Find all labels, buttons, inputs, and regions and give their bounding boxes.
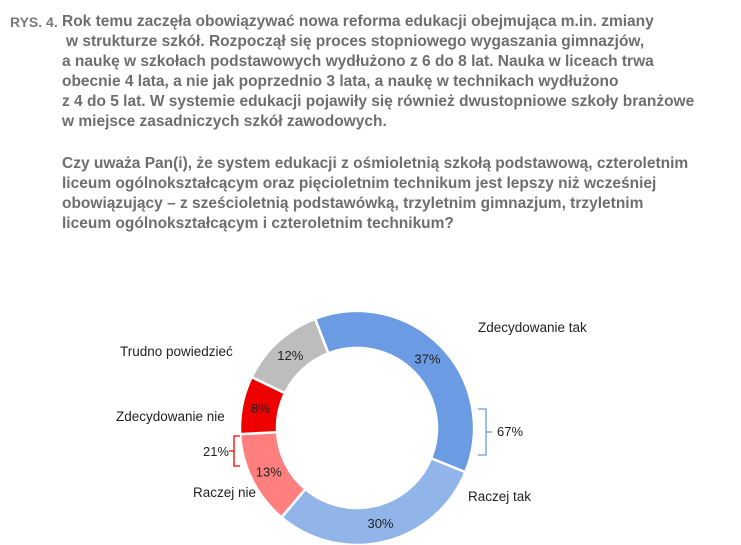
value-label-trudno-powiedziec: 12%	[277, 347, 304, 363]
slice-raczej-tak	[281, 458, 465, 545]
group-label-1: 67%	[497, 424, 524, 439]
question-line: Czy uważa Pan(i), że system edukacji z ośmioletnią szkołą podstawową, czteroletnim	[62, 155, 689, 172]
intro-line: w strukturze szkół. Rozpoczął się proces stopniowego wygaszania gimnazjów,	[66, 33, 645, 50]
question-line: obowiązujący – z sześcioletnią podstawówką, trzyletnim gimnazjum, trzyletnim	[62, 195, 644, 212]
value-label-raczej-nie: 13%	[255, 464, 282, 480]
category-label-raczej-tak: Raczej tak	[468, 489, 532, 504]
intro-line: w miejsce zasadniczych szkół zawodowych.	[62, 113, 387, 130]
group-bracket-1	[478, 409, 492, 455]
question-line: liceum ogólnokształcącym oraz pięcioletnim technikum jest lepszy niż wcześniej	[62, 175, 657, 192]
intro-line: Rok temu zaczęła obowiązywać nowa reforma edukacji obejmująca m.in. zmiany	[62, 13, 654, 30]
category-label-raczej-nie: Raczej nie	[193, 485, 257, 500]
category-label-trudno-powiedziec: Trudno powiedzieć	[120, 344, 233, 359]
value-label-zdecydowanie-tak: 37%	[414, 351, 441, 367]
question-line: liceum ogólnokształcącym i czteroletnim technikum?	[62, 215, 454, 232]
slice-zdecydowanie-tak	[315, 311, 474, 472]
group-bracket-2	[229, 436, 240, 466]
category-label-zdecydowanie-tak: Zdecydowanie tak	[478, 320, 587, 335]
value-label-raczej-tak: 30%	[367, 516, 394, 532]
group-label-2: 21%	[202, 444, 229, 459]
category-label-zdecydowanie-nie: Zdecydowanie nie	[116, 409, 225, 424]
figure-label: RYS. 4.	[10, 14, 58, 30]
intro-line: obecnie 4 lata, a nie jak poprzednio 3 lata, a naukę w technikach wydłużono	[62, 73, 619, 90]
intro-line: a naukę w szkołach podstawowych wydłużono z 6 do 8 lat. Nauka w liceach trwa	[62, 53, 654, 70]
intro-line: z 4 do 5 lat. W systemie edukacji pojawiły się również dwustopniowe szkoły branżowe	[62, 93, 695, 110]
value-label-zdecydowanie-nie: 8%	[251, 401, 270, 417]
